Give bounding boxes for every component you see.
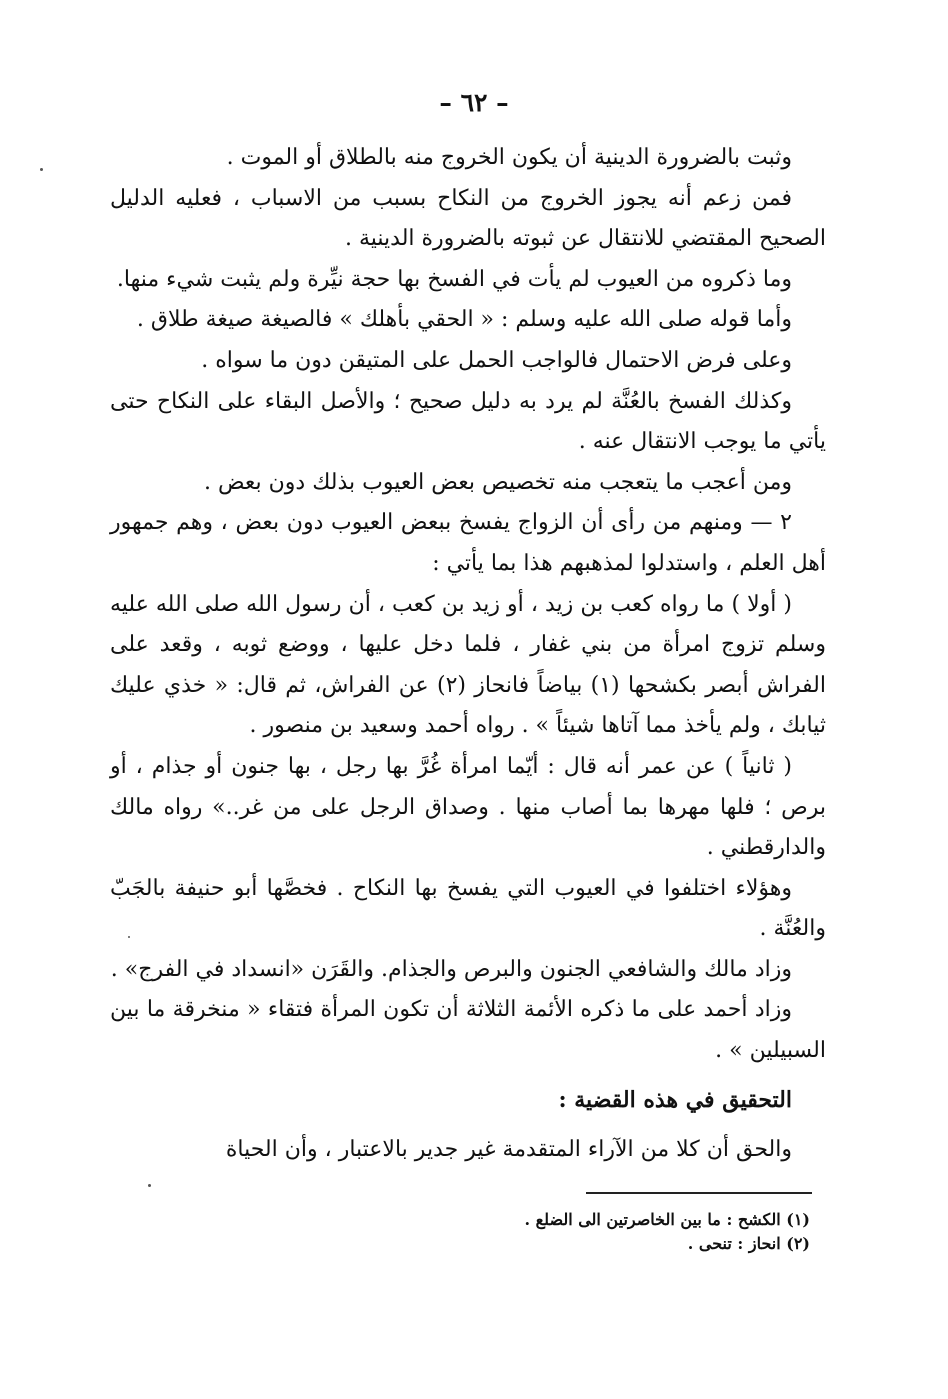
scan-speck bbox=[40, 168, 43, 171]
final-paragraph: والحق أن كلا من الآراء المتقدمة غير جدير بالاعتبار ، وأن الحياة bbox=[225, 1137, 792, 1163]
page-number: – ٦٢ – bbox=[439, 88, 509, 117]
footnote-divider bbox=[586, 1192, 812, 1194]
paragraph-13: وزاد أحمد على ما ذكره الأئمة الثلاثة أن تكون المرأة فتقاء « منخرقة ما بين السبيلين » . bbox=[110, 997, 826, 1064]
body-text bbox=[110, 138, 826, 1171]
paragraph-12: وزاد مالك والشافعي الجنون والبرص والجذام. والقَرَن «انسداد في الفرج» . bbox=[110, 956, 792, 982]
paragraph-9: ( أولا ) ما رواه كعب بن زيد ، أو زيد بن كعب ، أن رسول الله صلى الله عليه وسلم تزوج امرأة من بني غفار ، فلما دخل عليها ، ووضع ثوبه ، وقعد على الفراش أبصر بكشحها (١) بياضاً فانحاز (٢) عن الفراش، ثم قال: « خذي عليك ثيابك ، ولم يأخذ مما آتاها شيئاً » . رواه أحمد وسعيد بن منصور . bbox=[110, 591, 827, 739]
paragraph-1: وثبت بالضرورة الدينية أن يكون الخروج منه بالطلاق أو الموت . bbox=[226, 145, 792, 170]
footnotes bbox=[400, 1208, 810, 1256]
section-heading: التحقيق في هذه القضية : bbox=[558, 1086, 792, 1113]
paragraph-11: وهؤلاء اختلفوا في العيوب التي يفسخ بها النكاح . فخصَّها أبو حنيفة بالجَبّ والعُنَّة . bbox=[110, 875, 826, 942]
paragraph-6: وكذلك الفسخ بالعُنَّة لم يرد به دليل صحيح ؛ والأصل البقاء على النكاح حتى يأتي ما يوجب الانتقال عنه . bbox=[110, 388, 826, 455]
footnote-1: (١) الكشح : ما بين الخاصرتين الى الضلع . bbox=[524, 1210, 810, 1229]
scan-speck bbox=[128, 936, 130, 938]
scan-speck bbox=[148, 1184, 151, 1187]
paragraph-2: فمن زعم أنه يجوز الخروج من النكاح بسبب من الاسباب ، فعليه الدليل الصحيح المقتضي للانتقال عن ثبوته بالضرورة الدينية . bbox=[110, 185, 826, 252]
paragraph-7: ومن أعجب ما يتعجب منه تخصيص بعض العيوب بذلك دون بعض . bbox=[203, 469, 792, 495]
paragraph-5: وعلى فرض الاحتمال فالواجب الحمل على المتيقن دون ما سواه . bbox=[201, 347, 792, 373]
paragraph-3: وما ذكروه من العيوب لم يأت في الفسخ بها حجة نيِّرة ولم يثبت شيء منها. bbox=[116, 266, 792, 292]
paragraph-4: وأما قوله صلى الله عليه وسلم : « الحقي بأهلك » فالصيغة صيغة طلاق . bbox=[136, 307, 792, 333]
paragraph-10: ( ثانياً ) عن عمر أنه قال : أيّما امرأة غُرَّ بها رجل ، بها جنون أو جذام ، أو برص ؛ فلها مهرها بما أصاب منها . وصداق الرجل على من غر..» رواه مالك والدارقطني . bbox=[110, 753, 827, 861]
footnote-2: (٢) انحاز : تنحى . bbox=[687, 1234, 810, 1253]
paragraph-8: ٢ — ومنهم من رأى أن الزواج يفسخ ببعض العيوب دون بعض ، وهم جمهور أهل العلم ، واستدلوا لمذهبهم هذا بما يأتي : bbox=[110, 510, 826, 576]
